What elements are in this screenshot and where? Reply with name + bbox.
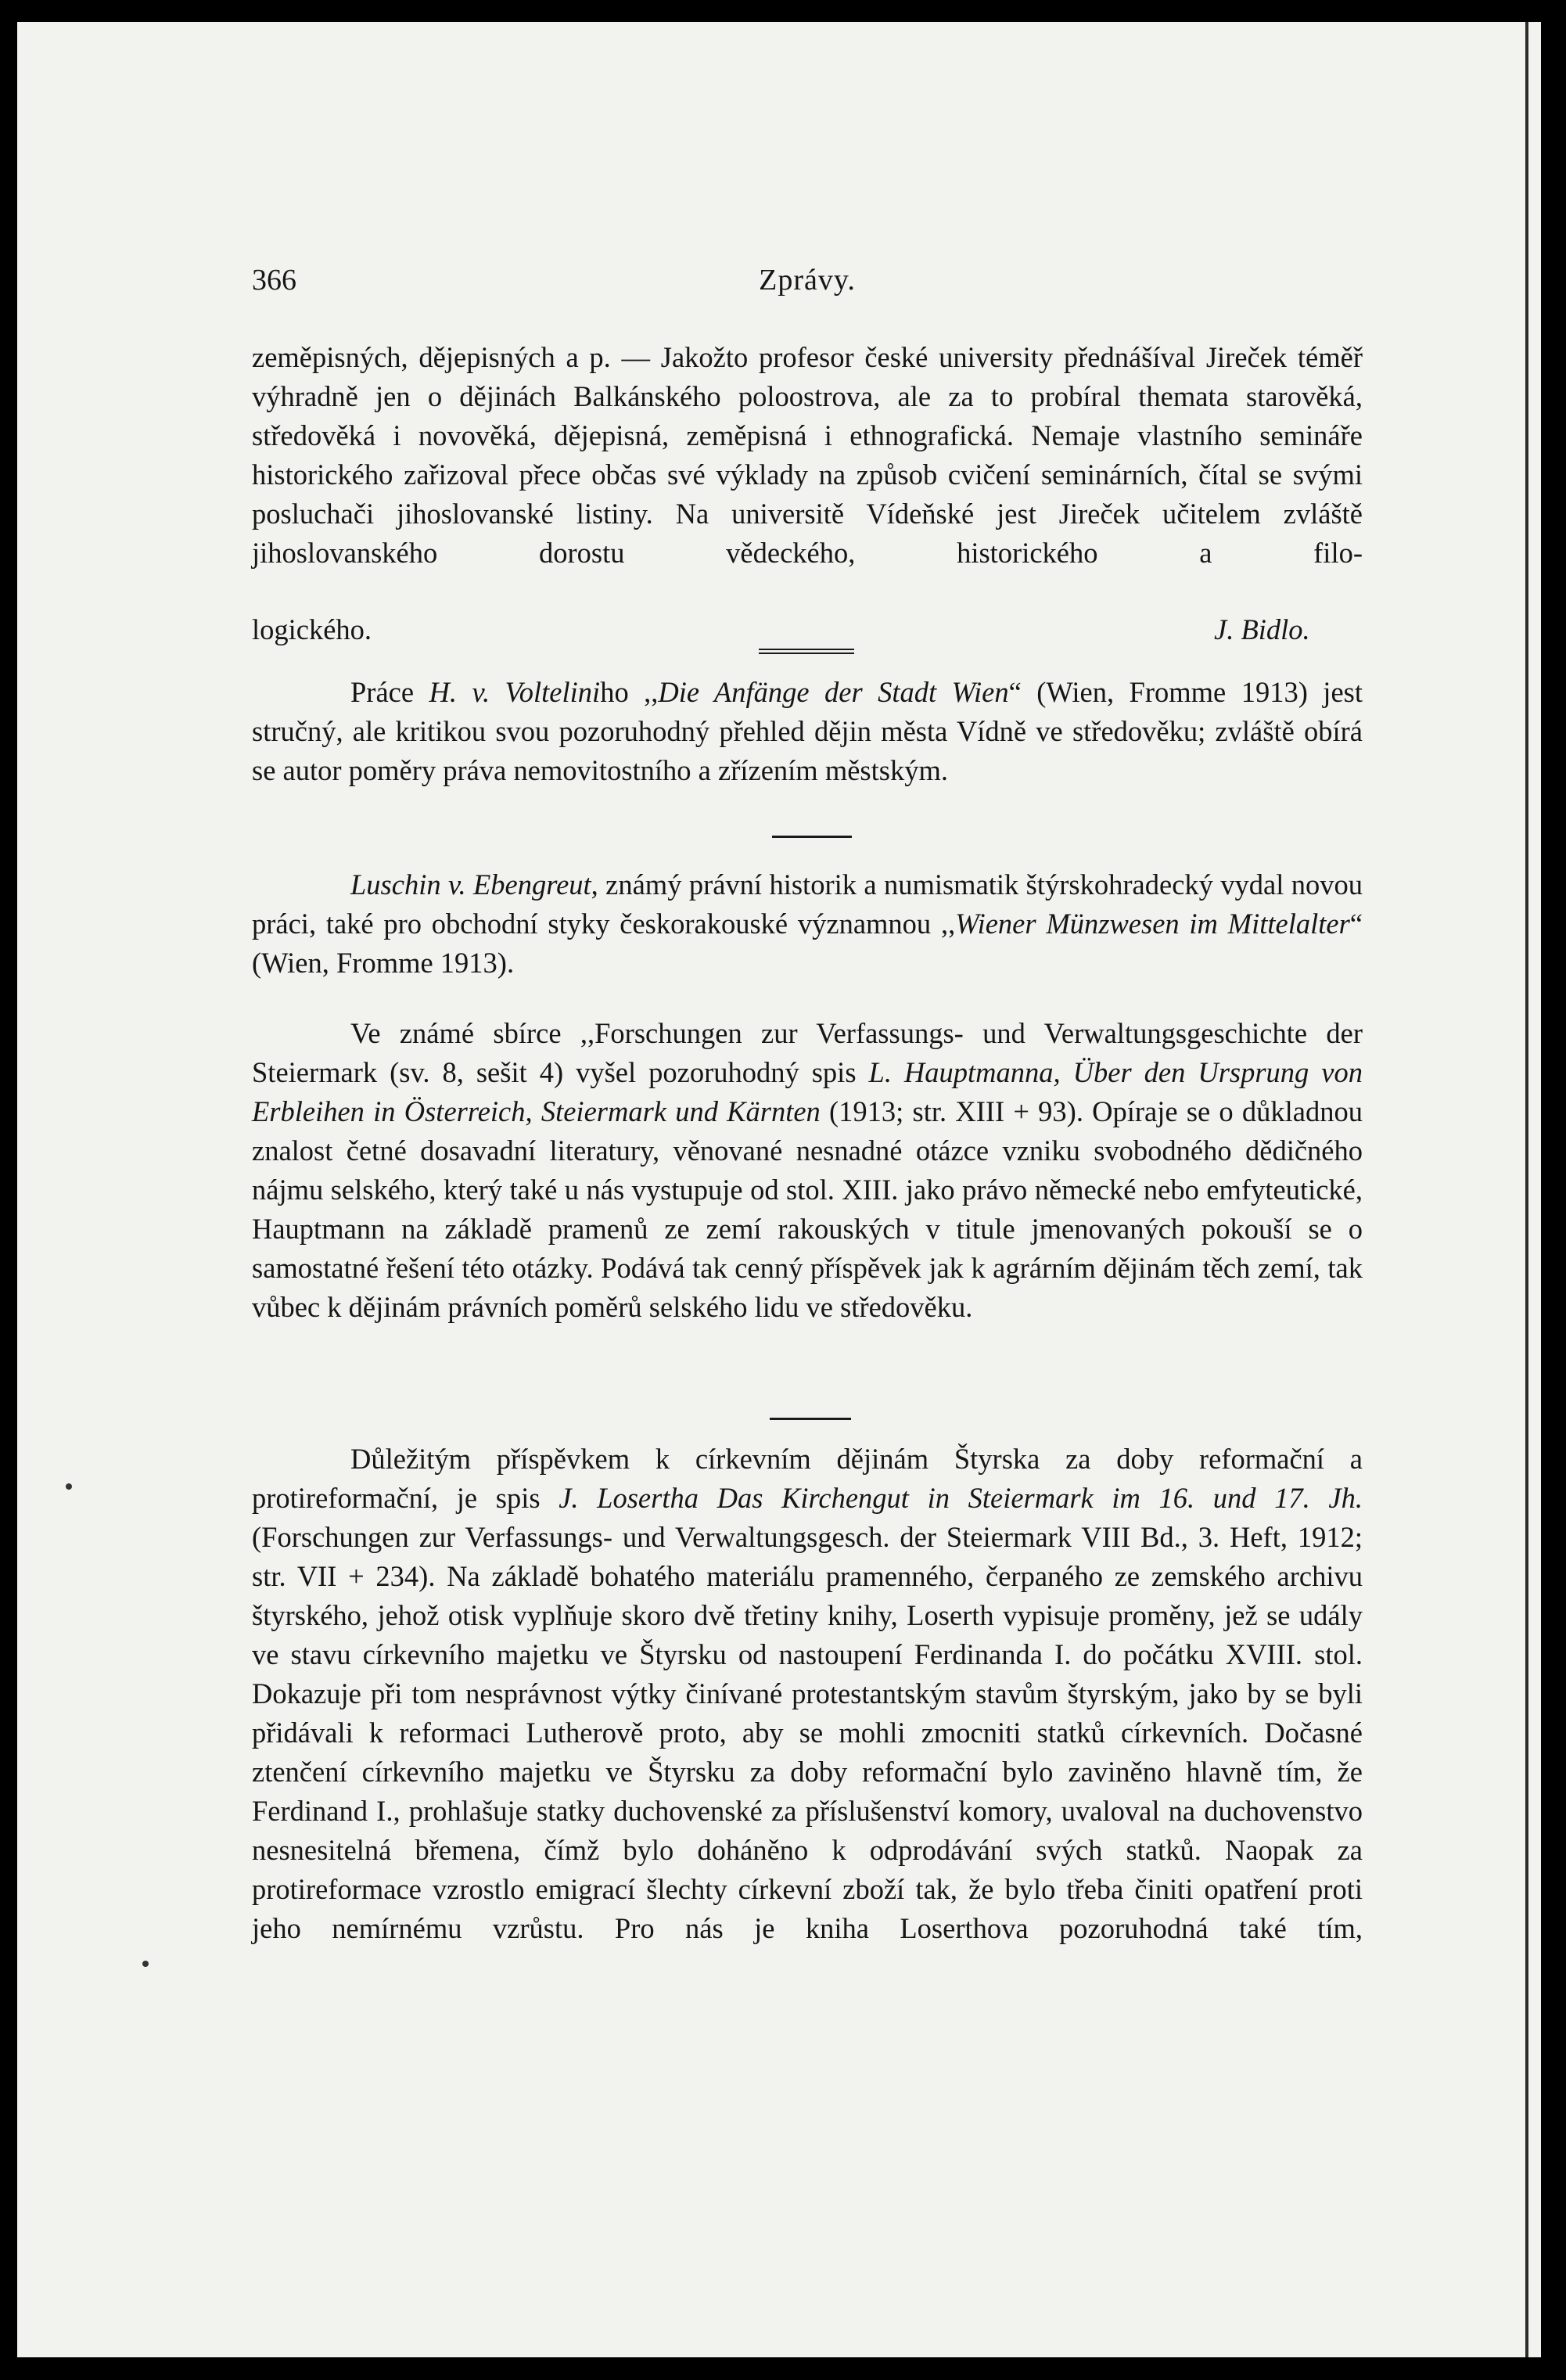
note-text: (1913; str. XIII + 93). Opíraje se o důkladnou znalost četné dosavadní literatury, věnované nesnadné otázce vzniku svobodného dědičného nájmu selského, který také u nás vystupuje od stol. XIII. jako právo německé nebo emfyteutické, Hauptmann na základě pramenů ze zemí rakouských v titule jmenovaných pokouší se o samostatné řešení této otázky. Podává tak cenný příspěvek jak k agrárním dějinám těch zemí, tak vůbec k dějinám právních poměrů selského lidu ve středověku.: [252, 1095, 1363, 1323]
running-header: [252, 263, 1363, 310]
scan-speck: [142, 1961, 149, 1967]
divider-rule: [770, 1418, 851, 1420]
page-number: 366: [252, 264, 296, 297]
paragraph-last-line: logického.: [252, 613, 372, 645]
note-hauptmann: [252, 1014, 1363, 1327]
divider-rule: [772, 836, 852, 838]
note-luschin: [252, 865, 1363, 983]
double-rule-divider: [759, 649, 854, 656]
note-text: Důležitým příspěvkem k církevním dějinám Štyrska za doby reformační a protireformační, je spis: [252, 1443, 1363, 1514]
jirecek-paragraph: [252, 338, 1363, 573]
note-text: (Forschungen zur Verfassungs- und Verwaltungsgesch. der Steiermark VIII Bd., 3. Heft, 1912; str. VII + 234). Na základě bohatého materiálu pramenného, čerpaného ze zemského archivu štyrského, jehož otisk vyplňuje skoro dvě třetiny knihy, Loserth vypisuje proměny, jež se udály ve stavu církevního majetku ve Štyrsku od nastoupení Ferdinanda I. do počátku XVIII. stol. Dokazuje při tom nesprávnost výtky činívané protestantským stavům štyrským, jako by se byli přidávali k reformaci Lutherově proto, aby se mohli zmocniti statků církevních. Dočasné ztenčení církevního majetku ve Štyrsku za doby reformační bylo zaviněno hlavně tím, že Ferdinand I., prohlašuje statky duchovenské za příslušenství komory, uvaloval na duchovenstvo nesnesitelná břemena, čímž bylo doháněno k odprodávání svých statků. Naopak za protireformace vzrostlo emigrací šlechty církevní zboží tak, že bylo třeba činiti opatření proti jeho nemírnému vzrůstu. Pro nás je kniha Loserthova pozoruhodná také tím,: [252, 1521, 1363, 1944]
page-fold-shadow: [1525, 22, 1528, 2357]
note-text: Práce: [350, 676, 429, 708]
scan-speck: [66, 1483, 72, 1490]
author-signature: J. Bidlo.: [1214, 613, 1310, 645]
paragraph-body: zeměpisných, dějepisných a p. — Jakožto profesor české university přednášíval Jireček téměř výhradně jen o dějinách Balkánského poloostrova, ale za to probíral themata starověká, středověká i novověká, dějepisná, zeměpisná i ethnografická. Nemaje vlastního semináře historického zařizoval přece občas své výklady na způsob cvičení seminárních, čítal se svými posluchači jihoslovanské listiny. Na universitě Vídeňské jest Jireček učitelem zvláště jihoslovanského dorostu vědeckého, historického a filo-: [252, 341, 1363, 569]
note-voltelini: [252, 673, 1363, 790]
note-text: , známý právní historik a numismatik štýrskohradecký vydal novou práci, také pro obchodní styky českorakouské významnou ,,: [252, 868, 1363, 940]
author-and-title: J. Losertha Das Kirchengut in Steiermark im 16. und 17. Jh.: [559, 1482, 1363, 1514]
author-name: H. v. Voltelini: [429, 676, 601, 708]
note-text: “ (Wien, Fromme 1913) jest stručný, ale kritikou svou pozoruhodný přehled dějin města Vídně ve středověku; zvláště obírá se autor poměry práva nemovitostního a zřízením městským.: [252, 676, 1363, 786]
note-text: Ve známé sbírce ,,Forschungen zur Verfassungs- und Verwaltungsgeschichte der Steiermark (sv. 8, sešit 4) vyšel pozoruhodný spis: [252, 1017, 1363, 1088]
book-title: Wiener Münzwesen im Mittelalter: [955, 908, 1350, 940]
author-name: Luschin v. Ebengreut: [350, 868, 591, 901]
section-title: Zprávy.: [759, 264, 856, 297]
scanned-page: [17, 22, 1541, 2357]
author-and-title: L. Hauptmanna, Über den Ursprung von Erbleihen in Österreich, Steiermark und Kärnten: [252, 1056, 1363, 1127]
note-text: ho ,,: [600, 676, 659, 708]
book-title: Die Anfänge der Stadt Wien: [658, 676, 1009, 708]
note-text: “ (Wien, Fromme 1913).: [252, 908, 1363, 979]
note-loserth: [252, 1440, 1363, 1948]
